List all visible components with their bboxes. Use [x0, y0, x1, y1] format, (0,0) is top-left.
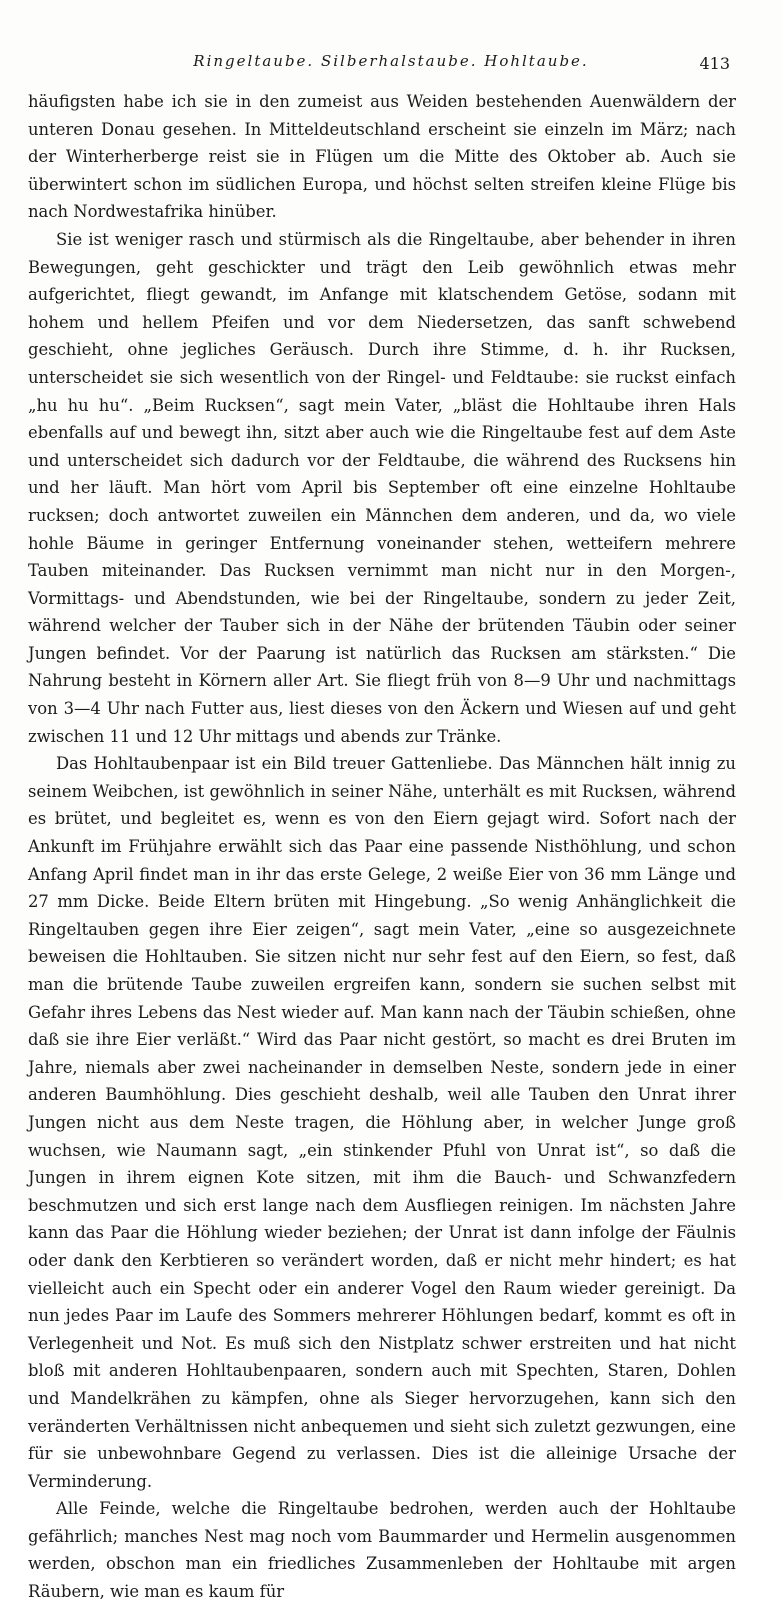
running-head: Ringeltaube. Silberhalstaube. Hohltaube. — [193, 52, 589, 70]
paragraph-enemies: Alle Feinde, welche die Ringeltaube bedrohen, werden auch der Hohltaube gefährlich; manches Nest mag noch vom Baummarder und Hermelin ausgenommen werden, obschon man ein friedliches Zusammenleben der Hohltaube mit argen Räubern, wie man es kaum für — [28, 1499, 736, 1602]
page-header — [30, 52, 752, 82]
paragraph-breeding: Das Hohltaubenpaar ist ein Bild treuer Gattenliebe. Das Männchen hält innig zu seinem Weibchen, ist gewöhnlich in seiner Nähe, unterhält es mit Rucksen, während es brütet, und begleitet es, wenn es von den Eiern gejagt wird. Sofort nach der Ankunft im Frühjahre erwählt sich das Paar eine passende Nisthöhlung, und schon Anfang April findet man in ihr das erste Gelege, 2 weiße Eier von 36 mm Länge und 27 mm Dicke. Beide Eltern brüten mit Hingebung. „So wenig Anhänglichkeit die Ringeltauben gegen ihre Eier zeigen“, sagt mein Vater, „eine so ausgezeichnete beweisen die Hohltauben. Sie sitzen nicht nur sehr fest auf den Eiern, so fest, daß man die brütende Taube zuweilen ergreifen kann, sondern sie suchen selbst mit Gefahr ihres Lebens das Nest wieder auf. Man kann nach der Täubin schießen, ohne daß sie ihre Eier verläßt.“ Wird das Paar nicht gestört, so macht es drei Bruten im Jahre, niemals aber zwei nacheinander in demselben Neste, sondern jede in einer anderen Baumhöhlung. Dies geschieht deshalb, weil alle Tauben den Unrat ihrer Jungen nicht aus dem Neste tragen, die Höhlung aber, in welcher Junge groß wuchsen, wie Naumann sagt, „ein stinkender Pfuhl von Unrat ist“, so daß die Jungen in ihrem eignen Kote sitzen, mit ihm die Bauch- und Schwanzfedern beschmutzen und sich erst lange nach dem Ausfliegen reinigen. Im nächsten Jahre kann das Paar die Höhlung wieder beziehen; der Unrat ist dann infolge der Fäulnis oder dank den Kerbtieren so verändert worden, daß er nicht mehr hindert; es hat vielleicht auch ein Specht oder ein anderer Vogel den Raum wieder gereinigt. Da nun jedes Paar im Laufe des Sommers mehrerer Höhlungen bedarf, kommt es oft in Verlegenheit und Not. Es muß sich den Nistplatz schwer erstreiten und hat nicht bloß mit anderen Hohltaubenpaaren, sondern auch mit Spechten, Staren, Dohlen und Mandelkrähen zu kämpfen, ohne als Sieger hervorzugehen, kann sich den veränderten Verhältnissen nicht anbequemen und sieht sich zuletzt gezwungen, eine für sie unbewohnbare Gegend zu verlassen. Dies ist die alleinige Ursache der Verminderung. — [28, 754, 736, 1491]
body-text — [28, 88, 736, 1606]
paragraph-continuation: häufigsten habe ich sie in den zumeist aus Weiden bestehenden Auenwäldern der unteren Donau gesehen. In Mitteldeutschland erscheint sie einzeln im März; nach der Winterherberge reist sie in Flügen um die Mitte des Oktober ab. Auch sie überwintert schon im südlichen Europa, und höchst selten streifen kleine Flüge bis nach Nordwestafrika hinüber. — [28, 92, 736, 222]
paragraph-behavior: Sie ist weniger rasch und stürmisch als die Ringeltaube, aber behender in ihren Bewegungen, geht geschickter und trägt den Leib gewöhnlich etwas mehr aufgerichtet, fliegt gewandt, im Anfange mit klatschendem Getöse, sodann mit hohem und hellem Pfeifen und vor dem Niedersetzen, das sanft schwebend geschieht, ohne jegliches Geräusch. Durch ihre Stimme, d. h. ihr Rucksen, unterscheidet sie sich wesentlich von der Ringel- und Feldtaube: sie ruckst einfach „hu hu hu“. „Beim Rucksen“, sagt mein Vater, „bläst die Hohltaube ihren Hals ebenfalls auf und bewegt ihn, sitzt aber auch wie die Ringeltaube fest auf dem Aste und unterscheidet sich dadurch vor der Feldtaube, die während des Rucksens hin und her läuft. Man hört vom April bis September oft eine einzelne Hohltaube rucksen; doch antwortet zuweilen ein Männchen dem anderen, und da, wo viele hohle Bäume in geringer Entfernung voneinander stehen, wetteifern mehrere Tauben miteinander. Das Rucksen vernimmt man nicht nur in den Morgen-, Vormittags- und Abendstunden, wie bei der Ringeltaube, sondern zu jeder Zeit, während welcher der Tauber sich in der Nähe der brütenden Täubin oder seiner Jungen befindet. Vor der Paarung ist natürlich das Rucksen am stärksten.“ Die Nahrung besteht in Körnern aller Art. Sie fliegt früh von 8—9 Uhr und nachmittags von 3—4 Uhr nach Futter aus, liest dieses von den Äckern und Wiesen auf und geht zwischen 11 und 12 Uhr mittags und abends zur Tränke. — [28, 229, 736, 746]
page-number: 413 — [699, 54, 730, 73]
